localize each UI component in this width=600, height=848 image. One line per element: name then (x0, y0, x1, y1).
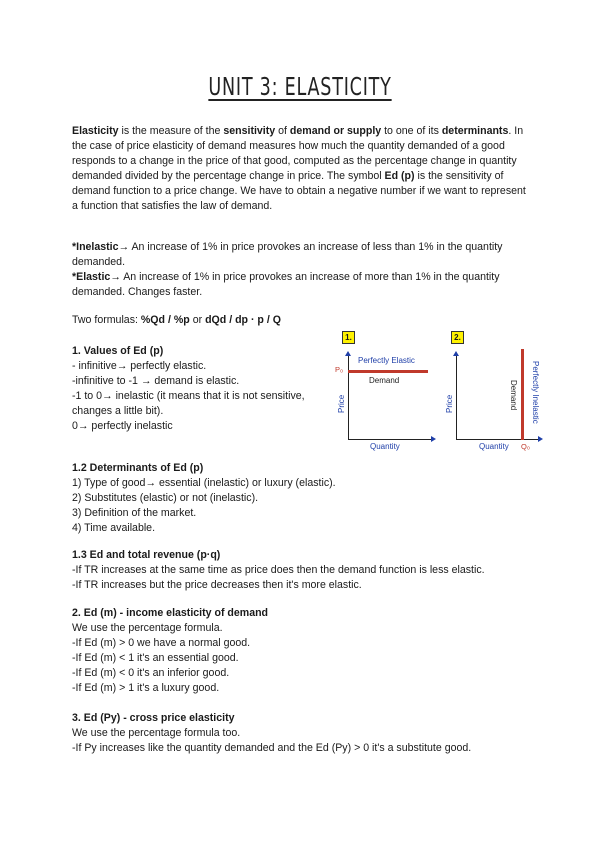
section-heading: 1.3 Ed and total revenue (p·q) (72, 549, 221, 561)
demand-label: Demand (369, 376, 400, 385)
list-item: -If Ed (m) > 1 it's a luxury good. (72, 682, 220, 694)
section-heading: 2. Ed (m) - income elasticity of demand (72, 607, 269, 619)
diagram-label-2: 2. (451, 331, 464, 344)
list-item: 4) Time available. (72, 522, 156, 534)
section-income-elasticity (72, 606, 534, 696)
graph2-x-arrow (538, 436, 543, 442)
list-item: We use the percentage formula too. (72, 727, 241, 739)
diagram-label-1: 1. (342, 331, 355, 344)
q0-label: Q₀ (521, 442, 530, 451)
list-item: 2) Substitutes (elastic) or not (inelastic). (72, 492, 259, 504)
perfectly-elastic-label: Perfectly Elastic (358, 356, 415, 365)
graph1-x-axis (348, 439, 431, 440)
graph1-price-label: Price (337, 394, 346, 413)
list-item: -If Ed (m) < 1 it's an essential good. (72, 652, 239, 664)
graph1-y-axis (348, 355, 349, 440)
section-total-revenue (72, 548, 534, 593)
intro-paragraph: Elasticity is the measure of the sensitivity of demand or supply to one of its determinants. In the case of price elasticity of demand measures how much the quantity demanded of a good responds to a change in the price of that good, computed as the percentage change in quantity demanded divided by the percentage change in price. The symbol Ed (p) is the sensitivity of demand function to a price change. We have to obtain a negative number if we want to represent a function that satisfies the law of demand. (72, 125, 526, 212)
section-heading: 1.2 Determinants of Ed (p) (72, 462, 204, 474)
list-item: 0→ perfectly inelastic (72, 420, 173, 432)
list-item: We use the percentage formula. (72, 622, 223, 634)
list-item: - infinitive→ perfectly elastic. (72, 360, 207, 372)
list-item: -1 to 0→ inelastic (it means that it is not sensitive, changes a little bit). (72, 390, 305, 417)
perfectly-inelastic-label: Perfectly Inelastic (531, 361, 540, 424)
list-item: -If TR increases at the same time as price does then the demand function is less elastic. (72, 564, 485, 576)
section-heading: 1. Values of Ed (p) (72, 345, 164, 357)
section-heading: 3. Ed (Py) - cross price elasticity (72, 712, 235, 724)
p0-label: P₀ (335, 365, 344, 374)
graph1-quantity-label: Quantity (370, 442, 400, 451)
graph2-y-arrow (453, 351, 459, 356)
list-item: -infinitive to -1 → demand is elastic. (72, 375, 240, 387)
inelastic-definition: *Inelastic→ An increase of 1% in price provokes an increase of less than 1% in the quantity demanded. (72, 241, 503, 268)
list-item: -If Ed (m) > 0 we have a normal good. (72, 637, 251, 649)
graph2-y-axis (456, 355, 457, 440)
perfectly-elastic-demand-line (348, 370, 428, 373)
demand-label: Demand (509, 380, 518, 411)
elastic-definition: *Elastic→ An increase of 1% in price provokes an increase of more than 1% in the quantity demanded. Changes faster. (72, 271, 500, 298)
section-determinants (72, 461, 534, 536)
graph2-x-axis (456, 439, 538, 440)
section-cross-price (72, 711, 534, 756)
list-item: 1) Type of good→ essential (inelastic) or luxury (elastic). (72, 477, 336, 489)
graph1-x-arrow (431, 436, 436, 442)
section-values (72, 344, 334, 434)
graph2-price-label: Price (445, 394, 454, 413)
page-title: UNIT 3: ELASTICITY (208, 72, 392, 101)
formulas-line: Two formulas: %Qd / %p or dQd / dp · p / Q (72, 314, 281, 326)
perfectly-inelastic-demand-line (521, 349, 524, 440)
list-item: -If Ed (m) < 0 it's an inferior good. (72, 667, 230, 679)
graph2-quantity-label: Quantity (479, 442, 509, 451)
graph1-y-arrow (345, 351, 351, 356)
list-item: 3) Definition of the market. (72, 507, 197, 519)
list-item: -If Py increases like the quantity demanded and the Ed (Py) > 0 it's a substitute good. (72, 742, 472, 754)
list-item: -If TR increases but the price decreases then it's more elastic. (72, 579, 362, 591)
